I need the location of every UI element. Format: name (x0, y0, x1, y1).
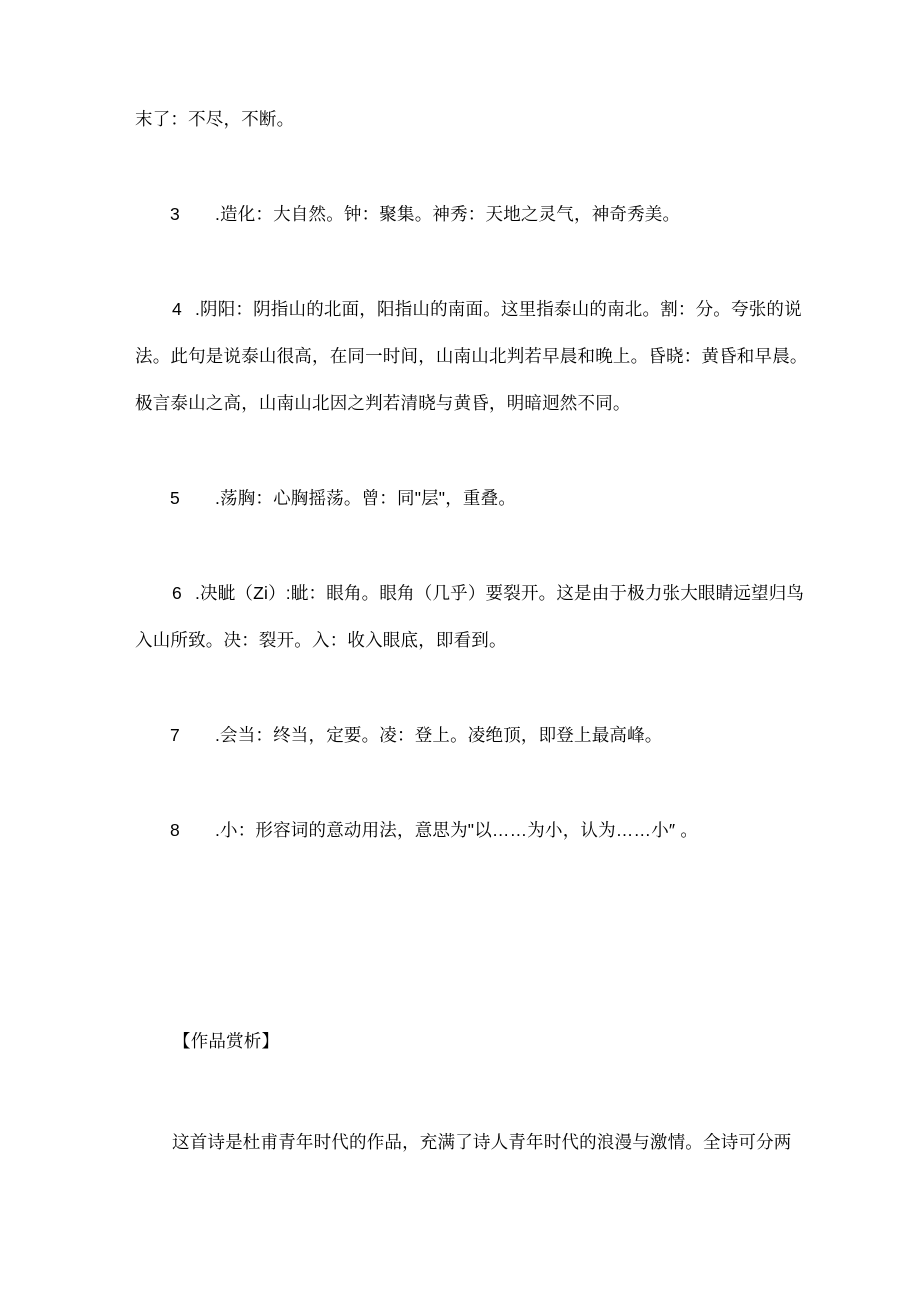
annotation-paragraph (135, 712, 865, 759)
note-number: 8 (170, 820, 180, 840)
annotation-paragraph (135, 191, 865, 238)
text-line (135, 286, 865, 333)
note-text: 末了：不尽，不断。 (135, 109, 295, 129)
closing-paragraph: 这首诗是杜甫青年时代的作品，充满了诗人青年时代的浪漫与激情。全诗可分两 (172, 1132, 792, 1152)
text-line (135, 570, 865, 617)
note-number: 7 (170, 725, 180, 745)
annotation-paragraph (135, 807, 865, 854)
note-text: .会当：终当，定要。凌：登上。凌绝顶，即登上最高峰。 (214, 725, 663, 745)
text-line (135, 380, 865, 427)
note-text: .造化：大自然。钟：聚集。神秀：天地之灵气，神奇秀美。 (214, 204, 681, 224)
annotation-paragraph (135, 96, 865, 143)
note-number: 6 (172, 583, 182, 603)
text-line (135, 475, 865, 522)
note-text: 极言泰山之高，山南山北因之判若清晓与黄昏，明暗迥然不同。 (135, 393, 631, 413)
note-number: 3 (170, 204, 180, 224)
text-line (135, 617, 865, 664)
annotation-paragraph (135, 475, 865, 522)
annotation-paragraph (135, 570, 865, 664)
text-line (135, 712, 865, 759)
note-text: .荡胸：心胸摇荡。曾：同"层"，重叠。 (214, 488, 517, 508)
note-text: .阴阳：阴指山的北面，阳指山的南面。这里指泰山的南北。割：分。夸张的说 (194, 299, 802, 319)
note-text: .决眦（Zi）:眦：眼角。眼角（几乎）要裂开。这是由于极力张大眼睛远望归鸟 (194, 583, 805, 603)
text-line (135, 333, 865, 380)
text-line (135, 96, 865, 143)
note-number: 5 (170, 488, 180, 508)
annotation-list (135, 96, 865, 854)
text-line (135, 191, 865, 238)
note-text: 入山所致。决：裂开。入：收入眼底，即看到。 (135, 630, 507, 650)
annotation-paragraph (135, 286, 865, 427)
text-line (135, 807, 865, 854)
note-text: .小：形容词的意动用法，意思为"以……为小，认为……小″ 。 (214, 820, 699, 840)
section-heading: 【作品赏析】 (173, 1031, 280, 1051)
note-text: 法。此句是说泰山很高，在同一时间，山南山北判若早晨和晚上。昏晓：黄昏和早晨。 (135, 346, 808, 366)
note-number: 4 (172, 299, 182, 319)
